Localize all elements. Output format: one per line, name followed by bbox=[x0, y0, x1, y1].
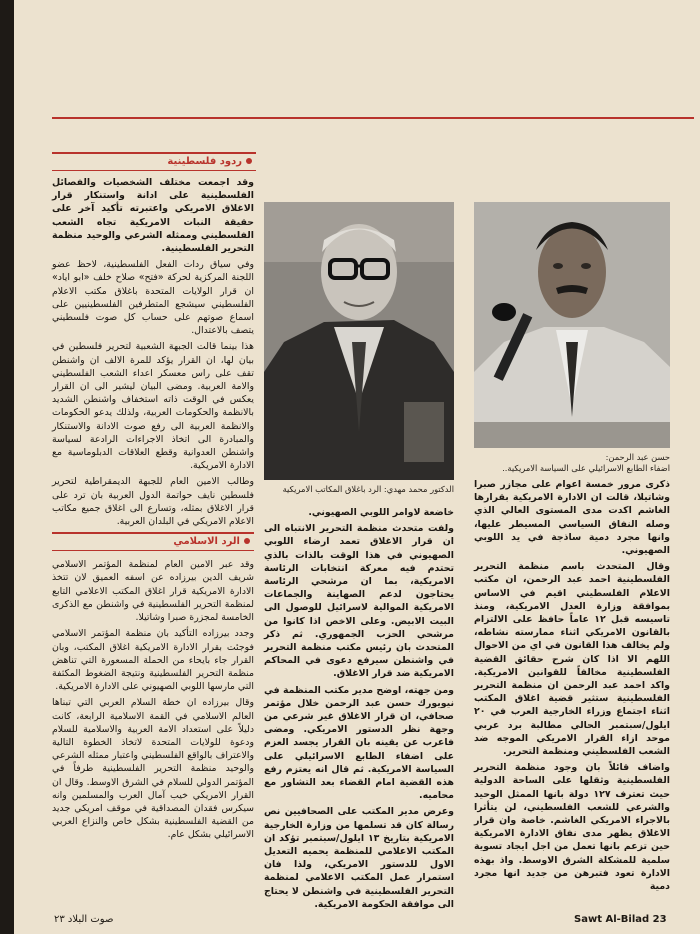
paragraph: وقد عبر الامين العام لمنظمة المؤتمر الاسلامي شريف الدين بيرزاده عن اسفه العميق لان تتخذ الادارة الامريكية قرار اغلاق المكتب الاعلامي التابع لمنظمة التحرير الفلسطينية في واشنطن مع الذكرى الخامسة لمجزرة صبرا وشاتيلا. bbox=[52, 559, 254, 624]
paragraph: ولفت متحدث منظمة التحرير الانتباه الى ان قرار الاغلاق تعمد ارضاء اللوبي الصهيوني في هذا الوقت بالذات بالذي تحتدم فيه معركة انتخابات الرئاسة الامريكية، بما ان مرشحي الرئاسة يحتاجون لدعم الصهاينة والجماعات الامريكية الموالية لاسرائيل للوصول الى البيت الابيض. وعلى الاخص اذا كانوا من مرشحي الحزب الجمهوري. ثم ذكر المتحدث بان رئيس مكتب منظمة التحرير في واشنطن سيرفع دعوى في المحاكم الامريكية ضد قرار الاغلاق. bbox=[264, 523, 454, 680]
paragraph: وعرض مدير المكتب على الصحافيين نص رسالة كان قد تسلمها من وزارة الخارجية الامريكية بتاريخ ١٣ ايلول/سبتمبر تؤكد ان المكتب الاعلامي للمنظمة يحميه التعديل الاول للدستور الامريكي، ولذا فان استمرار عمل المكتب الاعلامي لمنظمة التحرير الفلسطينية في واشنطن لا يحتاج الى موافقة الحكومة الامريكية. bbox=[264, 806, 454, 910]
bullet-dot-icon bbox=[244, 538, 250, 544]
caption-left-photo: الدكتور محمد مهدي: الرد باغلاق المكاتب الامريكية bbox=[282, 484, 454, 494]
section-header-replies bbox=[52, 152, 256, 171]
text-column-left bbox=[52, 176, 254, 878]
text-column-right bbox=[474, 478, 670, 893]
paragraph: ذكرى مرور خمسة اعوام على مجازر صبرا وشاتيلا، قالت ان الادارة الامريكية بقرارها الغاشم اكدت مدى المستوى العالي الذي وصله النفاق السياسي المسيطر عليها، وانها مجرد دمية ساذجة في يد اللوبي الصهيوني. bbox=[474, 479, 670, 557]
paragraph: وجدد بيرزاده التأكيد بان منظمة المؤتمر الاسلامي فوجئت بقرار الادارة الامريكية اغلاق المكتب، وبان القرار جاء بايحاء من الحملة المسعورة التي تناهض منظمة التحرير الفلسطينية ونتيجة الضغوط المكثفة التي مارسها اللوبي الصهيوني على الادارة الامريكية. bbox=[52, 628, 254, 693]
section-title-replies: ردود فلسطينية bbox=[167, 156, 242, 167]
top-red-rule bbox=[52, 117, 694, 119]
footer-page-number-ar: صوت البلاد ٢٣ bbox=[54, 914, 114, 925]
paragraph: ومن جهته، اوضح مدير مكتب المنظمة في نيويورك حسن عبد الرحمن خلال مؤتمر صحافي، ان قرار الاغلاق غير شرعي من وجهة نظر الدستور الامريكي. ومضى فاعرب عن يقينه بان القرار يجسد العزم على اضفاء الطابع الاسرائيلي على السياسة الامريكية. ثم قال انه يعتزم رفع هذه القضية امام القضاء بعد التشاور مع محاميه. bbox=[264, 684, 454, 802]
caption-text: اضفاء الطابع الاسرائيلي على السياسة الامريكية.. bbox=[502, 463, 670, 473]
footer-page-number-en: Sawt Al-Bilad 23 bbox=[574, 914, 667, 925]
photo-mohamed-mahdi bbox=[264, 202, 454, 480]
paragraph: خاضعة لاوامر اللوبي الصهيوني. bbox=[308, 507, 454, 518]
bullet-dot-icon bbox=[246, 158, 252, 164]
photo-hassan-abdulrahman bbox=[474, 202, 670, 448]
text-column-middle bbox=[264, 506, 454, 910]
paragraph: وطالب الامين العام للجبهة الديمقراطية لتحرير فلسطين نايف حواتمة الدول العربية بان ترد على قرار الاغلاق بمثله، وتسارع الى اغلاق جميع مكاتب الاعلام الامريكي في البلدان العربية. bbox=[52, 476, 254, 528]
portrait-glasses-man bbox=[264, 202, 454, 480]
section-title-islamic: الرد الاسلامي bbox=[173, 536, 240, 548]
paragraph: وقال المتحدث باسم منظمة التحرير الفلسطينية احمد عبد الرحمن، ان مكتب الاعلام الفلسطيني اقيم في الاساس بموافقة وزارة العدل الامريكية، ومنذ تاسيسه قبل ١٢ عاماً حافظ على الالتزام بالقانون الامريكي اثناء ممارسته نشاطه، ولم يخالف هذا القانون في اي من الاحوال اللهم الا اذا كان شرح حقائق القضية الفلسطينية مخالفاً للقوانين الامريكية. واكد احمد عبد الرحمن ان منظمة التحرير الفلسطينية ستثير قضية اغلاق المكتب اثناء اجتماع وزراء الخارجية العرب في ٢٠ ايلول/سبتمبر الحالي مطالبة برد عربي موحد ازاء القرار الامريكي الموجه ضد الشعب الفلسطيني ومنظمة التحرير. bbox=[474, 561, 670, 758]
paragraph: واضاف قائلاً بان وجود منظمة التحرير الفلسطينية وثقلها على الساحة الدولية حيث تعترف ١٢٧ دولة بانها الممثل الوحيد والشرعي للشعب الفلسطيني، لن يتأثرا بالاجراء الامريكي الغاشم. خاصة وان قرار الاغلاق يظهر مدى نفاق الادارة الامريكية حين تزعم بانها تعمل من اجل ايجاد تسوية سلمية للمشكلة الشرق الاوسط. واذ بهذه الادارة تعود فتبرهن من جديد انها مجرد دمية bbox=[474, 762, 670, 893]
section-header-islamic bbox=[52, 532, 254, 551]
caption-right-photo bbox=[474, 452, 670, 474]
paragraph: هذا بينما قالت الجبهة الشعبية لتحرير فلسطين في بيان لها، ان القرار يؤكد للمرة الالف ان واشنطن تقف على راس معسكر اعداء الشعب الفلسطيني والامة العربية. ومضى البيان ليشير الى ان القرار يعكس في الوقت ذاته استخفاف واشنطن الشديد بالانظمة والحكومات العربية، ولذلك يدعو الحكومات والانظمة العربية الى رفع صوت الادانة والاستنكار والمبادرة الى اتخاذ الاجراءات الرادعة لسياسة واشنطن العدوانية وقطع العلاقات الدبلوماسية مع الادارة الامريكية. bbox=[52, 341, 254, 472]
magazine-page bbox=[14, 0, 700, 934]
portrait-microphone-man bbox=[474, 202, 670, 448]
paragraph: وفي سياق ردات الفعل الفلسطينية، لاحظ عضو اللجنة المركزية لحركة «فتح» صلاح خلف «ابو اياد» ان قرار الولايات المتحدة باغلاق مكتب الاعلام الفلسطيني سيشجع المتطرفين الفلسطينيين على اسماع صوتهم على حساب كل صوت فلسطيني يتصف بالاعتدال. bbox=[52, 259, 254, 337]
caption-name: حسن عبد الرحمن: bbox=[605, 452, 670, 462]
paragraph: وقال بيرزاده ان خطة السلام العربي التي تبناها العالم الاسلامي في القمة الاسلامية الرابعة، كانت دليلاً على استعداد الامة العربية والاسلامية للسلام ودعوة للولايات المتحدة لاتخاذ الخطوة التالية والاعتراف بالواقع الفلسطيني واعتبار ممثله الشرعي والوحيد منظمة التحرير الفلسطينية طرفاً في المؤتمر الدولي للسلام في الشرق الاوسط. وقال ان القرار الامريكي خيب آمال العرب والمسلمين وانه سيكرس فقدان المصداقية في موقف امريكي جديد من القضية الفلسطينية بشكل خاص والنزاع العربي الاسرائيلي بشكل عام. bbox=[52, 697, 254, 841]
paragraph: وقد اجمعت مختلف الشخصيات والفصائل الفلسطينية على ادانة واستنكار قرار الاغلاق الامريكي واعتبرته تأكيد آخر على حقيقة النبات الامريكية تجاه الشعب الفلسطيني وممثله الشرعي والوحيد منظمة التحرير الفلسطينية. bbox=[52, 177, 254, 255]
